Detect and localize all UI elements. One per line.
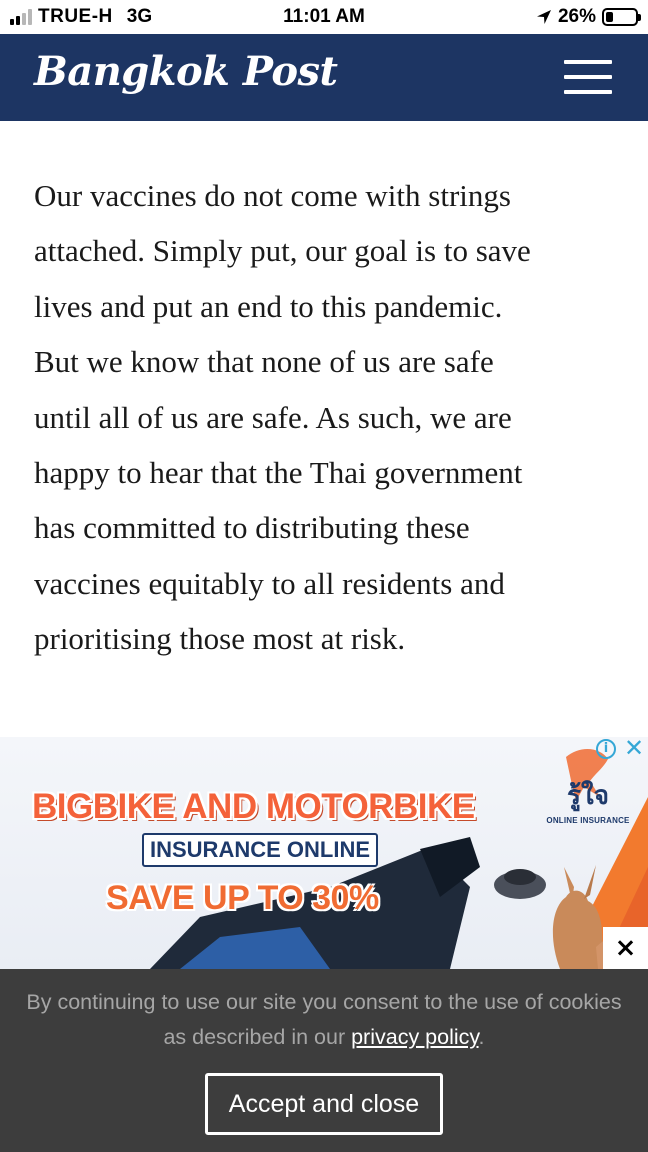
battery-fill (606, 12, 613, 22)
article-line: But we know that none of us are safe (34, 344, 494, 380)
article-line: Our vaccines do not come with strings (34, 178, 511, 213)
accept-and-close-button[interactable]: Accept and close (205, 1073, 443, 1135)
carrier-label: TRUE-H (38, 6, 113, 27)
battery-icon (602, 8, 638, 26)
ad-subheadline: INSURANCE ONLINE (142, 833, 378, 867)
hamburger-menu-icon[interactable] (562, 56, 614, 98)
status-bar (0, 0, 648, 34)
article-line: lives and put an end to this pandemic. (34, 288, 503, 324)
ad-close-button[interactable]: × (603, 927, 648, 970)
ad-brand-mark: รู้ใจ (567, 781, 609, 811)
article-line: prioritising those most at risk. (34, 621, 406, 657)
insurance-ad-banner[interactable] (0, 737, 648, 969)
ad-headline: BIGBIKE AND MOTORBIKE (32, 787, 475, 826)
site-header (0, 34, 648, 121)
ad-offer: SAVE UP TO 30% (106, 879, 379, 917)
article-line: attached. Simply put, our goal is to save (34, 233, 531, 269)
article-line: has committed to distributing these (34, 510, 470, 546)
clock: 11:01 AM (283, 6, 365, 27)
cookie-consent-text (20, 985, 628, 1055)
ad-brand-logo (540, 775, 636, 825)
network-label: 3G (126, 6, 153, 27)
cookie-text-after: . (478, 1025, 485, 1049)
battery-percent: 26% (557, 6, 596, 27)
article-line: happy to hear that the Thai government (34, 455, 523, 491)
bangkok-post-logo[interactable]: Bangkok Post (34, 48, 338, 95)
status-bar-right (536, 6, 638, 28)
location-arrow-icon (536, 9, 552, 25)
article-line: vaccines equitably to all residents and (34, 565, 505, 601)
article-paragraph (34, 168, 624, 667)
cookie-consent-banner (0, 969, 648, 1152)
privacy-policy-link[interactable]: privacy policy (351, 1025, 479, 1049)
info-icon[interactable]: i (596, 739, 616, 759)
article-line: until all of us are safe. As such, we are (34, 399, 512, 435)
ad-brand-subtitle: ONLINE INSURANCE (546, 816, 630, 825)
cookie-text-before: By continuing to use our site you consent to the use of cookies as described in our (26, 990, 622, 1049)
ad-choices-close-icon[interactable]: ✕ (623, 737, 645, 762)
